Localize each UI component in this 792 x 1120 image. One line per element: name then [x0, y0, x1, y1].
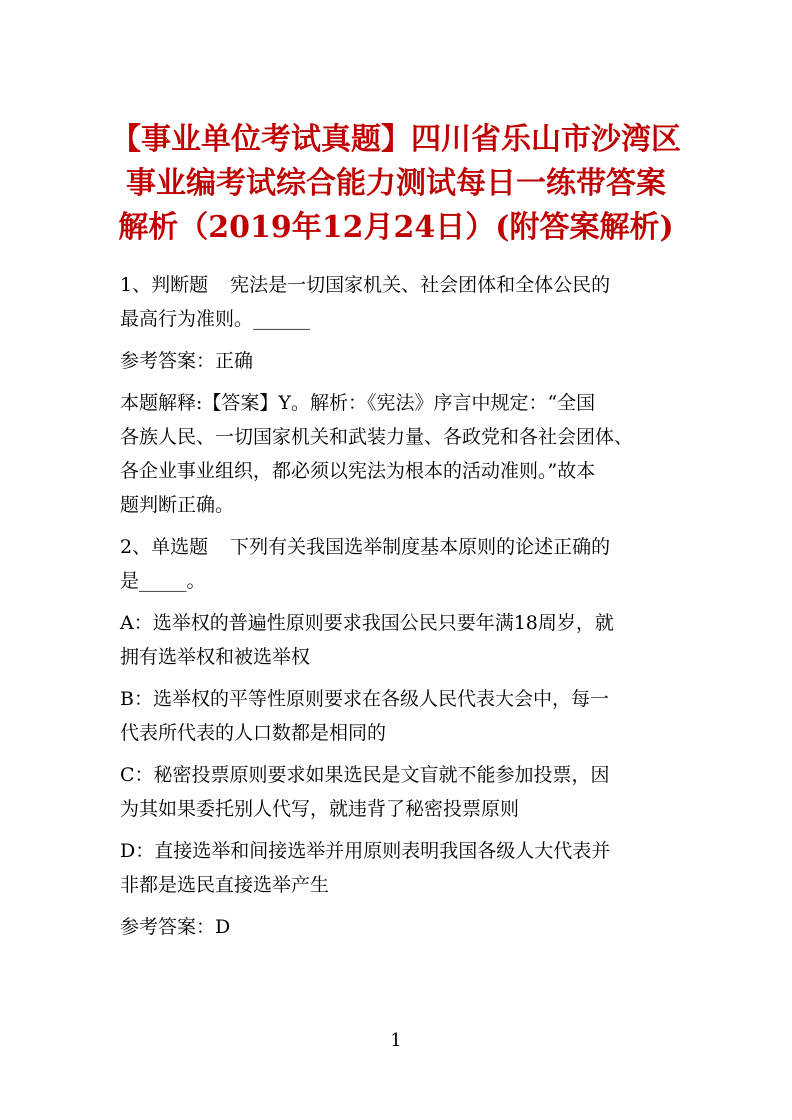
question-1-stem-line-1: 宪法是一切国家机关、社会团体和全体公民的 [230, 274, 611, 296]
question-1-explanation-line-1: 本题解释:【答案】Y。解析：《宪法》序言中规定：“全国 [120, 392, 596, 414]
question-2-option-a [120, 606, 676, 674]
option-a-line-2: 拥有选举权和被选举权 [120, 646, 311, 668]
option-d-line-1: D：直接选举和间接选举并用原则表明我国各级人大代表并 [120, 840, 611, 862]
question-1-explanation-line-2: 各族人民、一切国家机关和武装力量、各政党和各社会团体、 [120, 426, 634, 448]
option-c-line-1: C：秘密投票原则要求如果选民是文盲就不能参加投票，因 [120, 764, 610, 786]
question-2-option-c [120, 758, 676, 826]
question-1-stem-line-2: 最高行为准则。______ [120, 308, 311, 330]
page-number: 1 [390, 1030, 402, 1051]
question-2-stem-line-2: 是_____。 [120, 570, 206, 592]
question-1-explanation-line-4: 题判断正确。 [120, 494, 235, 516]
question-1-type: 1、判断题 [120, 274, 209, 296]
option-c-line-2: 为其如果委托别人代写，就违背了秘密投票原则 [120, 798, 520, 820]
option-a-line-1: A：选举权的普遍性原则要求我国公民只要年满18周岁，就 [120, 612, 614, 634]
question-2-stem [120, 530, 676, 598]
question-2-answer: 参考答案：D [120, 916, 231, 938]
question-1-explanation-line-3: 各企业事业组织，都必须以宪法为根本的活动准则。”故本 [120, 460, 596, 482]
question-2-stem-line-1: 下列有关我国选举制度基本原则的论述正确的 [230, 536, 611, 558]
question-1-explanation [120, 386, 676, 522]
title-line-1: 【事业单位考试真题】四川省乐山市沙湾区 [111, 122, 681, 157]
option-b-line-2: 代表所代表的人口数都是相同的 [120, 722, 387, 744]
question-1-answer: 参考答案：正确 [120, 350, 254, 372]
title-line-2: 事业编考试综合能力测试每日一练带答案 [126, 166, 666, 201]
document-title [80, 118, 712, 250]
question-2-type: 2、单选题 [120, 536, 209, 558]
option-b-line-1: B：选举权的平等性原则要求在各级人民代表大会中，每一 [120, 688, 609, 710]
question-1-stem [120, 268, 676, 336]
question-2-option-d [120, 834, 676, 902]
document-body [120, 268, 676, 944]
option-d-line-2: 非都是选民直接选举产生 [120, 874, 330, 896]
title-line-3: 解析（2019年12月24日）(附答案解析) [118, 210, 674, 245]
question-2-option-b [120, 682, 676, 750]
